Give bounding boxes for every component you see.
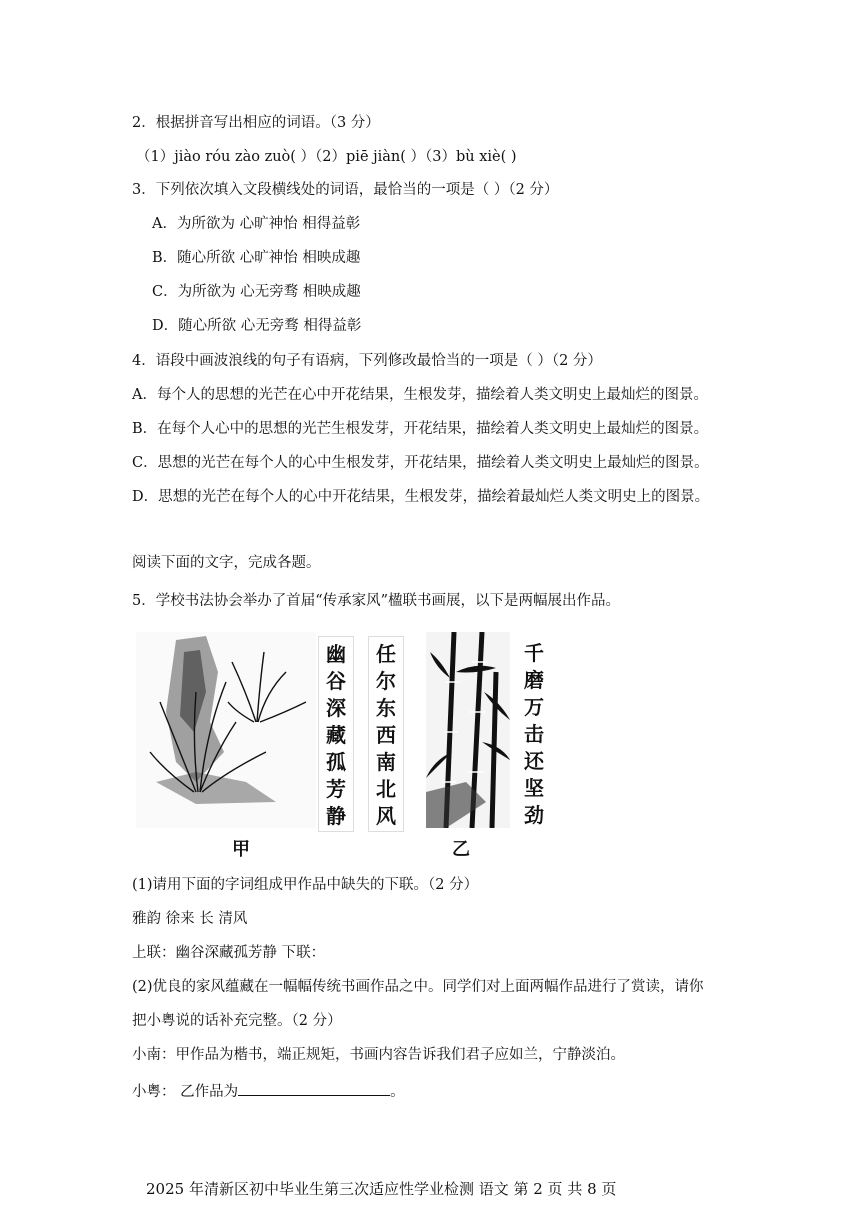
xiaoyue-suffix: 。	[390, 1084, 405, 1100]
jia-char-7: 静	[326, 804, 346, 828]
question-3-option-d: D．随心所欲 心无旁骛 相得益彰	[152, 318, 362, 334]
yi-right-char-4: 击	[524, 722, 544, 746]
question-2-items: （1）jiào róu zào zuò( ）（2）piē jiàn( ）（3）bù xiè( )	[136, 149, 517, 165]
subquestion-2-line1: (2)优良的家风蕴藏在一幅幅传统书画作品之中。同学们对上面两幅作品进行了赏读，请你	[132, 979, 704, 995]
question-4-option-c: C．思想的光芒在每个人的心中生根发芽，开花结果，描绘着人类文明史上最灿烂的图景。	[132, 455, 709, 471]
yi-left-char-2: 尔	[376, 669, 396, 693]
yi-left-char-5: 南	[376, 750, 396, 774]
question-4-option-a: A．每个人的思想的光芒在心中开花结果，生根发芽，描绘着人类文明史上最灿烂的图景。	[132, 387, 708, 403]
yi-right-char-7: 劲	[524, 803, 544, 827]
question-4-option-d: D．思想的光芒在每个人的心中开花结果，生根发芽，描绘着最灿烂人类文明史上的图景。	[132, 489, 710, 505]
subquestion-1-words: 雅韵 徐来 长 清风	[132, 911, 248, 927]
yi-left-char-6: 北	[376, 777, 396, 801]
yi-right-char-3: 万	[524, 695, 544, 719]
reading-intro: 阅读下面的文字，完成各题。	[132, 555, 321, 571]
yi-right-char-6: 坚	[524, 776, 544, 800]
yi-couplet-right	[516, 636, 552, 830]
question-3-title: 3．下列依次填入文段横线处的词语，最恰当的一项是（ ）（2 分）	[132, 182, 559, 198]
caption-jia: 甲	[232, 839, 250, 860]
xiaoyue-statement	[132, 1079, 405, 1102]
orchid-painting-image	[136, 632, 316, 828]
yi-right-char-2: 磨	[524, 668, 544, 692]
yi-right-char-5: 还	[524, 749, 544, 773]
question-3-option-a: A．为所欲为 心旷神怡 相得益彰	[152, 216, 361, 232]
jia-char-5: 孤	[326, 750, 346, 774]
xiaonan-statement: 小南：甲作品为楷书，端正规矩，书画内容告诉我们君子应如兰，宁静淡泊。	[132, 1047, 625, 1063]
question-4-title: 4．语段中画波浪线的句子有语病，下列修改最恰当的一项是（ ）（2 分）	[132, 353, 602, 369]
question-5-title: 5．学校书法协会举办了首届“传承家风”楹联书画展，以下是两幅展出作品。	[132, 593, 621, 609]
jia-char-1: 幽	[326, 642, 346, 666]
yi-left-char-7: 风	[376, 804, 396, 828]
subquestion-2-line2: 把小粤说的话补充完整。（2 分）	[132, 1013, 342, 1029]
question-4-option-b: B．在每个人心中的思想的光芒生根发芽，开花结果，描绘着人类文明史上最灿烂的图景。	[132, 421, 709, 437]
jia-char-3: 深	[326, 696, 346, 720]
jia-char-2: 谷	[326, 669, 346, 693]
yi-left-char-4: 西	[376, 723, 396, 747]
yi-left-char-3: 东	[376, 696, 396, 720]
question-3-option-b: B．随心所欲 心旷神怡 相映成趣	[152, 250, 361, 266]
subquestion-1-title: (1)请用下面的字词组成甲作品中缺失的下联。（2 分）	[132, 877, 479, 893]
xiaoyue-prefix: 小粤： 乙作品为	[132, 1084, 239, 1100]
answer-blank[interactable]	[238, 1079, 390, 1096]
calligraphy-figure	[136, 632, 556, 828]
question-2-title: 2．根据拼音写出相应的词语。（3 分）	[132, 115, 380, 131]
jia-char-4: 藏	[326, 723, 346, 747]
page-footer: 2025 年清新区初中毕业生第三次适应性学业检测 语文 第 2 页 共 8 页	[146, 1180, 617, 1198]
caption-yi: 乙	[452, 839, 470, 860]
jia-couplet	[318, 636, 354, 832]
subquestion-1-couplet-line: 上联：幽谷深藏孤芳静 下联：	[132, 945, 326, 961]
yi-right-char-1: 千	[524, 641, 544, 665]
question-3-option-c: C．为所欲为 心无旁骛 相映成趣	[152, 284, 361, 300]
yi-couplet-left	[368, 636, 404, 832]
jia-char-6: 芳	[326, 777, 346, 801]
bamboo-painting-image	[426, 632, 510, 828]
yi-left-char-1: 任	[376, 642, 396, 666]
